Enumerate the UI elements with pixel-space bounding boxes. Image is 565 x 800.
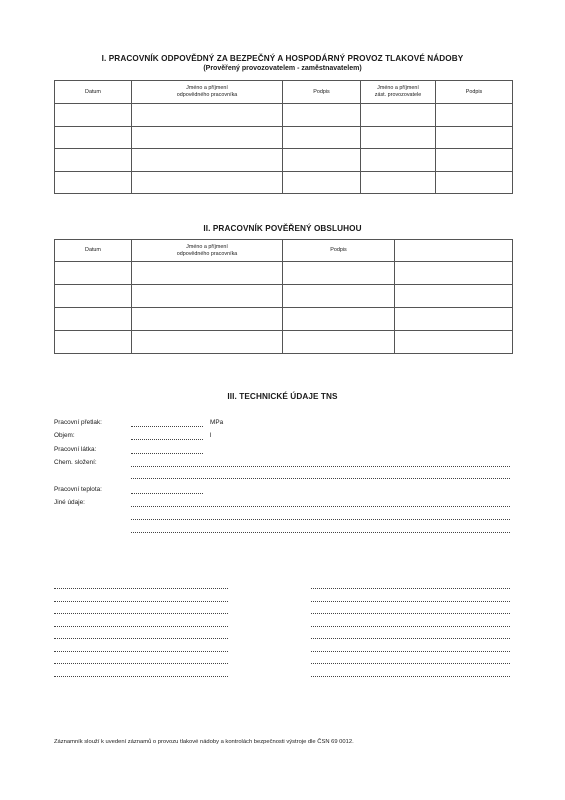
other-field-line-1[interactable]: [131, 506, 510, 507]
table-cell[interactable]: [436, 104, 513, 127]
section1-subtitle: (Prověřený provozovatelem - zaměstnavatelem): [203, 65, 362, 72]
temperature-label: Pracovní teplota:: [54, 486, 102, 493]
header-blank: [395, 240, 513, 262]
substance-field[interactable]: [131, 453, 203, 454]
footer-note: Záznamník slouží k uvedení záznamů o provozu tlakové nádoby a kontrolách bezpečnosti výstroje dle ČSN 69 0012.: [54, 739, 354, 745]
table-cell[interactable]: [395, 308, 513, 331]
writing-line[interactable]: [54, 676, 228, 677]
temperature-field[interactable]: [131, 493, 203, 494]
substance-label: Pracovní látka:: [54, 446, 97, 453]
table-cell[interactable]: [395, 285, 513, 308]
writing-line[interactable]: [54, 626, 228, 627]
table-row: [55, 308, 513, 331]
other-label: Jiné údaje:: [54, 499, 85, 506]
section1-title: I. PRACOVNÍK ODPOVĚDNÝ ZA BEZPEČNÝ A HOSPODÁRNÝ PROVOZ TLAKOVÉ NÁDOBY: [101, 54, 464, 63]
table-cell[interactable]: [55, 149, 132, 172]
composition-field-line-1[interactable]: [131, 466, 510, 467]
pressure-unit: MPa: [210, 419, 224, 426]
header-name-deputy: Jméno a příjmení zást. provozovatele: [361, 81, 436, 104]
table-cell[interactable]: [283, 262, 395, 285]
table-cell[interactable]: [132, 285, 283, 308]
table-cell[interactable]: [283, 308, 395, 331]
table-cell[interactable]: [55, 285, 132, 308]
table-row: [55, 149, 513, 172]
writing-line[interactable]: [54, 651, 228, 652]
writing-line[interactable]: [54, 638, 228, 639]
table-cell[interactable]: [283, 104, 361, 127]
writing-line[interactable]: [54, 588, 228, 589]
writing-line[interactable]: [311, 601, 510, 602]
writing-line[interactable]: [54, 601, 228, 602]
volume-label: Objem:: [54, 432, 75, 439]
table-cell[interactable]: [55, 331, 132, 354]
table-cell[interactable]: [55, 171, 132, 194]
table-cell[interactable]: [132, 149, 283, 172]
table-cell[interactable]: [55, 126, 132, 149]
composition-label: Chem. složení:: [54, 459, 97, 466]
writing-line[interactable]: [311, 676, 510, 677]
section2-title: II. PRACOVNÍK POVĚŘENÝ OBSLUHOU: [203, 224, 362, 233]
pressure-field[interactable]: [131, 426, 203, 427]
table-cell[interactable]: [436, 171, 513, 194]
table-cell[interactable]: [283, 171, 361, 194]
table-cell[interactable]: [132, 262, 283, 285]
header-signature: Podpis: [283, 240, 395, 262]
table-cell[interactable]: [361, 149, 436, 172]
volume-unit: l: [210, 432, 212, 439]
writing-line[interactable]: [311, 626, 510, 627]
writing-line[interactable]: [311, 651, 510, 652]
table-row: [55, 331, 513, 354]
table-cell[interactable]: [132, 126, 283, 149]
section1-table: [54, 80, 513, 194]
table-cell[interactable]: [55, 262, 132, 285]
table-cell[interactable]: [283, 149, 361, 172]
header-signature: Podpis: [283, 81, 361, 104]
composition-field-line-2[interactable]: [131, 478, 510, 479]
other-field-line-2[interactable]: [131, 519, 510, 520]
table-cell[interactable]: [55, 104, 132, 127]
table-row: [55, 126, 513, 149]
table-cell[interactable]: [395, 262, 513, 285]
table-cell[interactable]: [55, 308, 132, 331]
header-name-responsible: Jméno a příjmení odpovědného pracovníka: [132, 81, 283, 104]
writing-line[interactable]: [54, 613, 228, 614]
header-signature-2: Podpis: [436, 81, 513, 104]
writing-line[interactable]: [311, 638, 510, 639]
table-cell[interactable]: [283, 285, 395, 308]
section3-title: III. TECHNICKÉ ÚDAJE TNS: [227, 392, 338, 401]
table-cell[interactable]: [283, 331, 395, 354]
header-datum: Datum: [55, 81, 132, 104]
writing-line[interactable]: [54, 663, 228, 664]
table-row: [55, 171, 513, 194]
table-cell[interactable]: [436, 149, 513, 172]
pressure-label: Pracovní přetlak:: [54, 419, 102, 426]
section2-table: [54, 239, 513, 354]
table-cell[interactable]: [395, 331, 513, 354]
writing-line[interactable]: [311, 588, 510, 589]
table-cell[interactable]: [132, 308, 283, 331]
header-datum: Datum: [55, 240, 132, 262]
table-cell[interactable]: [436, 126, 513, 149]
table-cell[interactable]: [132, 171, 283, 194]
other-field-line-3[interactable]: [131, 532, 510, 533]
table-cell[interactable]: [361, 171, 436, 194]
volume-field[interactable]: [131, 439, 203, 440]
table-cell[interactable]: [132, 331, 283, 354]
section2-header-row: [55, 240, 513, 262]
header-name-responsible: Jméno a příjmení odpovědného pracovníka: [132, 240, 283, 262]
writing-line[interactable]: [311, 613, 510, 614]
table-cell[interactable]: [132, 104, 283, 127]
section1-header-row: [55, 81, 513, 104]
writing-line[interactable]: [311, 663, 510, 664]
table-row: [55, 104, 513, 127]
table-cell[interactable]: [361, 126, 436, 149]
table-row: [55, 285, 513, 308]
table-cell[interactable]: [361, 104, 436, 127]
table-cell[interactable]: [283, 126, 361, 149]
table-row: [55, 262, 513, 285]
